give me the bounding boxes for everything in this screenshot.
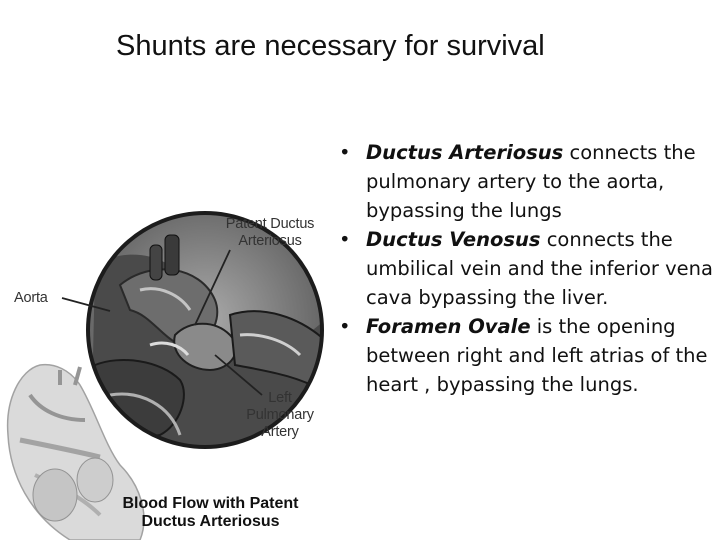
heart-diagram-figure bbox=[0, 195, 335, 540]
bullet-term: Foramen Ovale bbox=[366, 315, 531, 338]
bullet-term: Ductus Venosus bbox=[366, 228, 541, 251]
bullet-text: connects the pulmonary artery to the aorta, bypassing the lungs bbox=[366, 141, 696, 222]
bullet-dot: • bbox=[339, 228, 351, 251]
bullet-item bbox=[336, 138, 720, 225]
bullet-dot: • bbox=[339, 141, 351, 164]
bullet-item bbox=[336, 312, 720, 399]
bullet-dot: • bbox=[339, 315, 351, 338]
label-patent-ductus-arteriosus: Patent Ductus Arteriosus bbox=[225, 216, 315, 249]
bullet-list bbox=[336, 138, 720, 399]
slide-title: Shunts are necessary for survival bbox=[116, 30, 545, 62]
figure-caption: Blood Flow with Patent Ductus Arteriosus bbox=[122, 495, 299, 530]
bullet-item bbox=[336, 225, 720, 312]
bullet-text: is the opening between right and left atrias of the heart , bypassing the lungs. bbox=[366, 315, 708, 396]
bullet-text: connects the umbilical vein and the inferior vena cava bypassing the liver. bbox=[366, 228, 713, 309]
label-left-pulmonary-artery: Left Pulmonary Artery bbox=[246, 390, 314, 440]
label-aorta: Aorta bbox=[14, 290, 48, 306]
bullet-term: Ductus Arteriosus bbox=[366, 141, 564, 164]
